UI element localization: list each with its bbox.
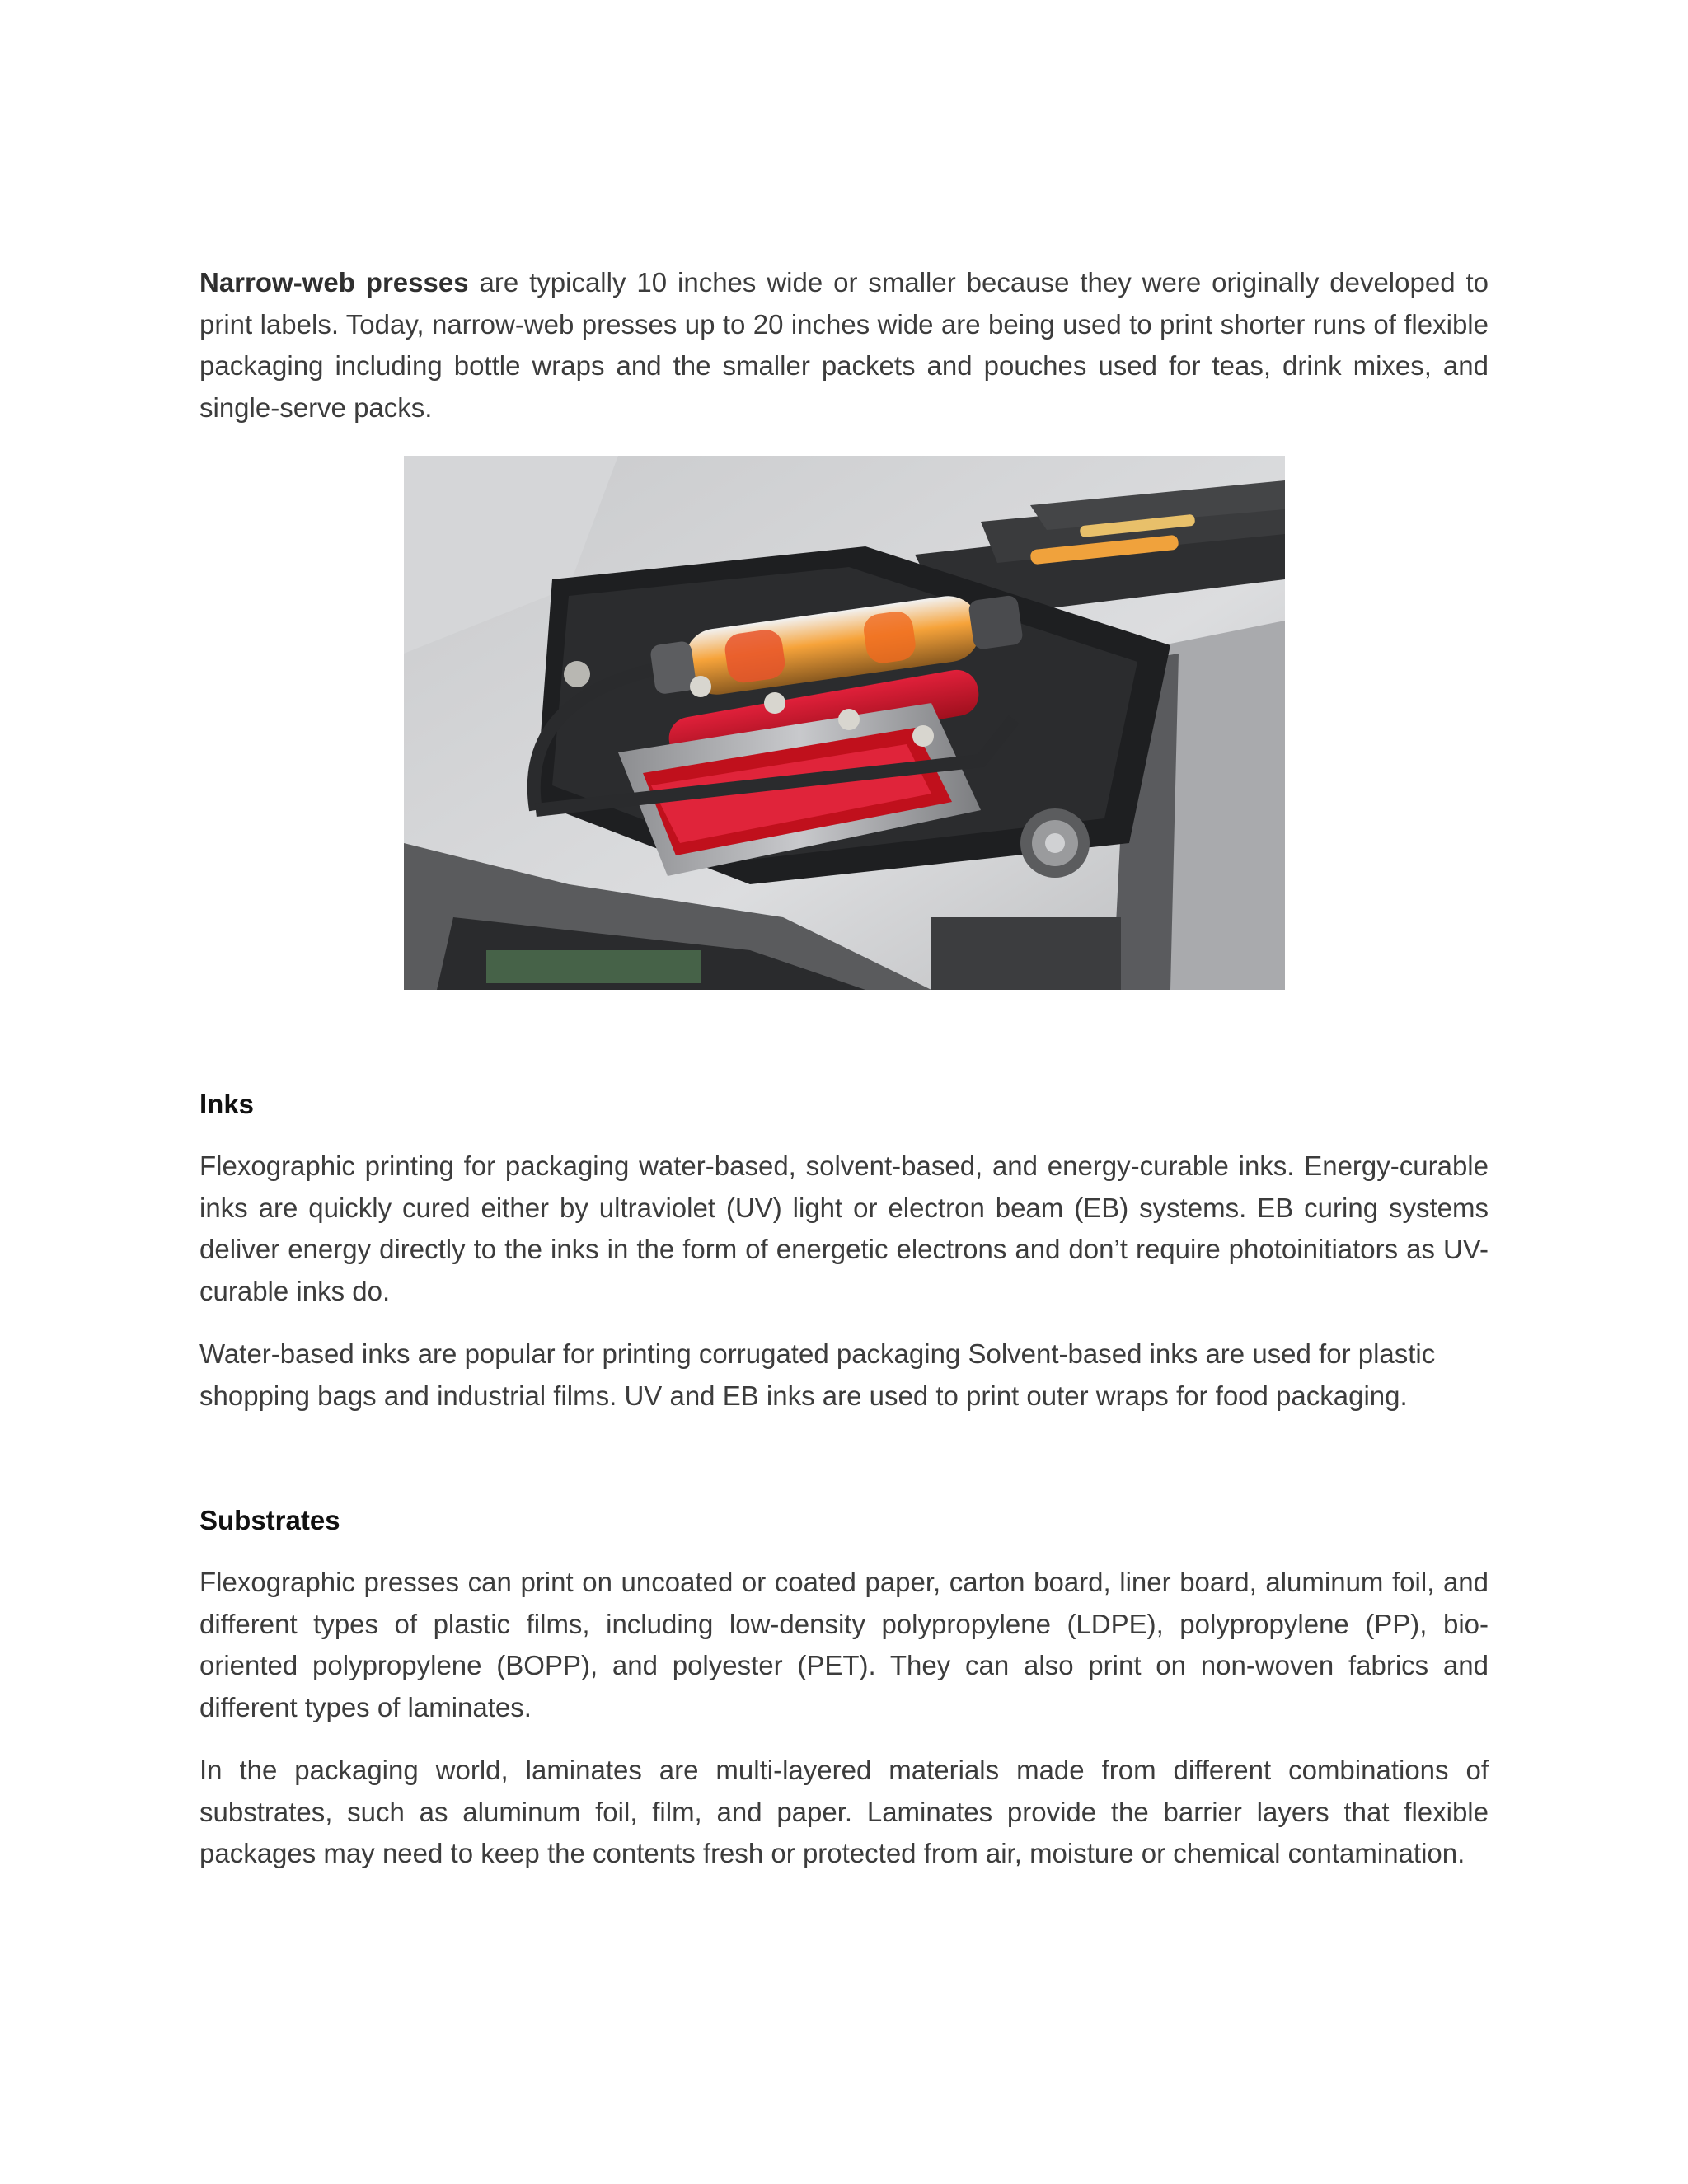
substrates-paragraph-2: In the packaging world, laminates are multi-layered materials made from different combinations of substrates, such as aluminum foil, film, and paper. Laminates provide the barrier layers that flexible packages may need to keep the contents fresh or protected from air, moisture or chemical contamination. [199,1755,1489,1868]
inks-paragraph-1: Flexographic printing for packaging water-based, solvent-based, and energy-curable inks. Energy-curable inks are quickly cured either by ultraviolet (UV) light or electron beam (EB) systems. EB curing systems deliver energy directly to the inks in the form of energetic electrons and don’t require photoinitiators as UV-curable inks do. [199,1151,1489,1306]
substrates-paragraph-1: Flexographic presses can print on uncoated or coated paper, carton board, liner board, aluminum foil, and different types of plastic films, including low-density polypropylene (LDPE), polypropylene (PP), bio-oriented polypropylene (BOPP), and polyester (PET). They can also print on non-woven fabrics and different types of laminates. [199,1567,1489,1722]
narrow-web-bold-lead: Narrow-web presses [199,267,469,298]
narrow-web-paragraph [199,262,1489,429]
flexographic-press-icon [404,456,1285,990]
substrates-heading: Substrates [199,1505,340,1535]
inks-paragraph-2: Water-based inks are popular for printing corrugated packaging Solvent-based inks are used for plastic shopping bags and industrial films. UV and EB inks are used to print outer wraps for food packaging. [199,1338,1436,1411]
narrow-web-text: are typically 10 inches wide or smaller because they were originally developed to print labels. Today, narrow-web presses up to 20 inches wide are being used to print shorter runs of flexible packaging including bottle wraps and the smaller packets and pouches used for teas, drink mixes, and single-serve packs. [199,267,1489,423]
document-content [199,262,1489,1875]
printing-press-image [404,456,1285,990]
inks-heading: Inks [199,1089,255,1119]
